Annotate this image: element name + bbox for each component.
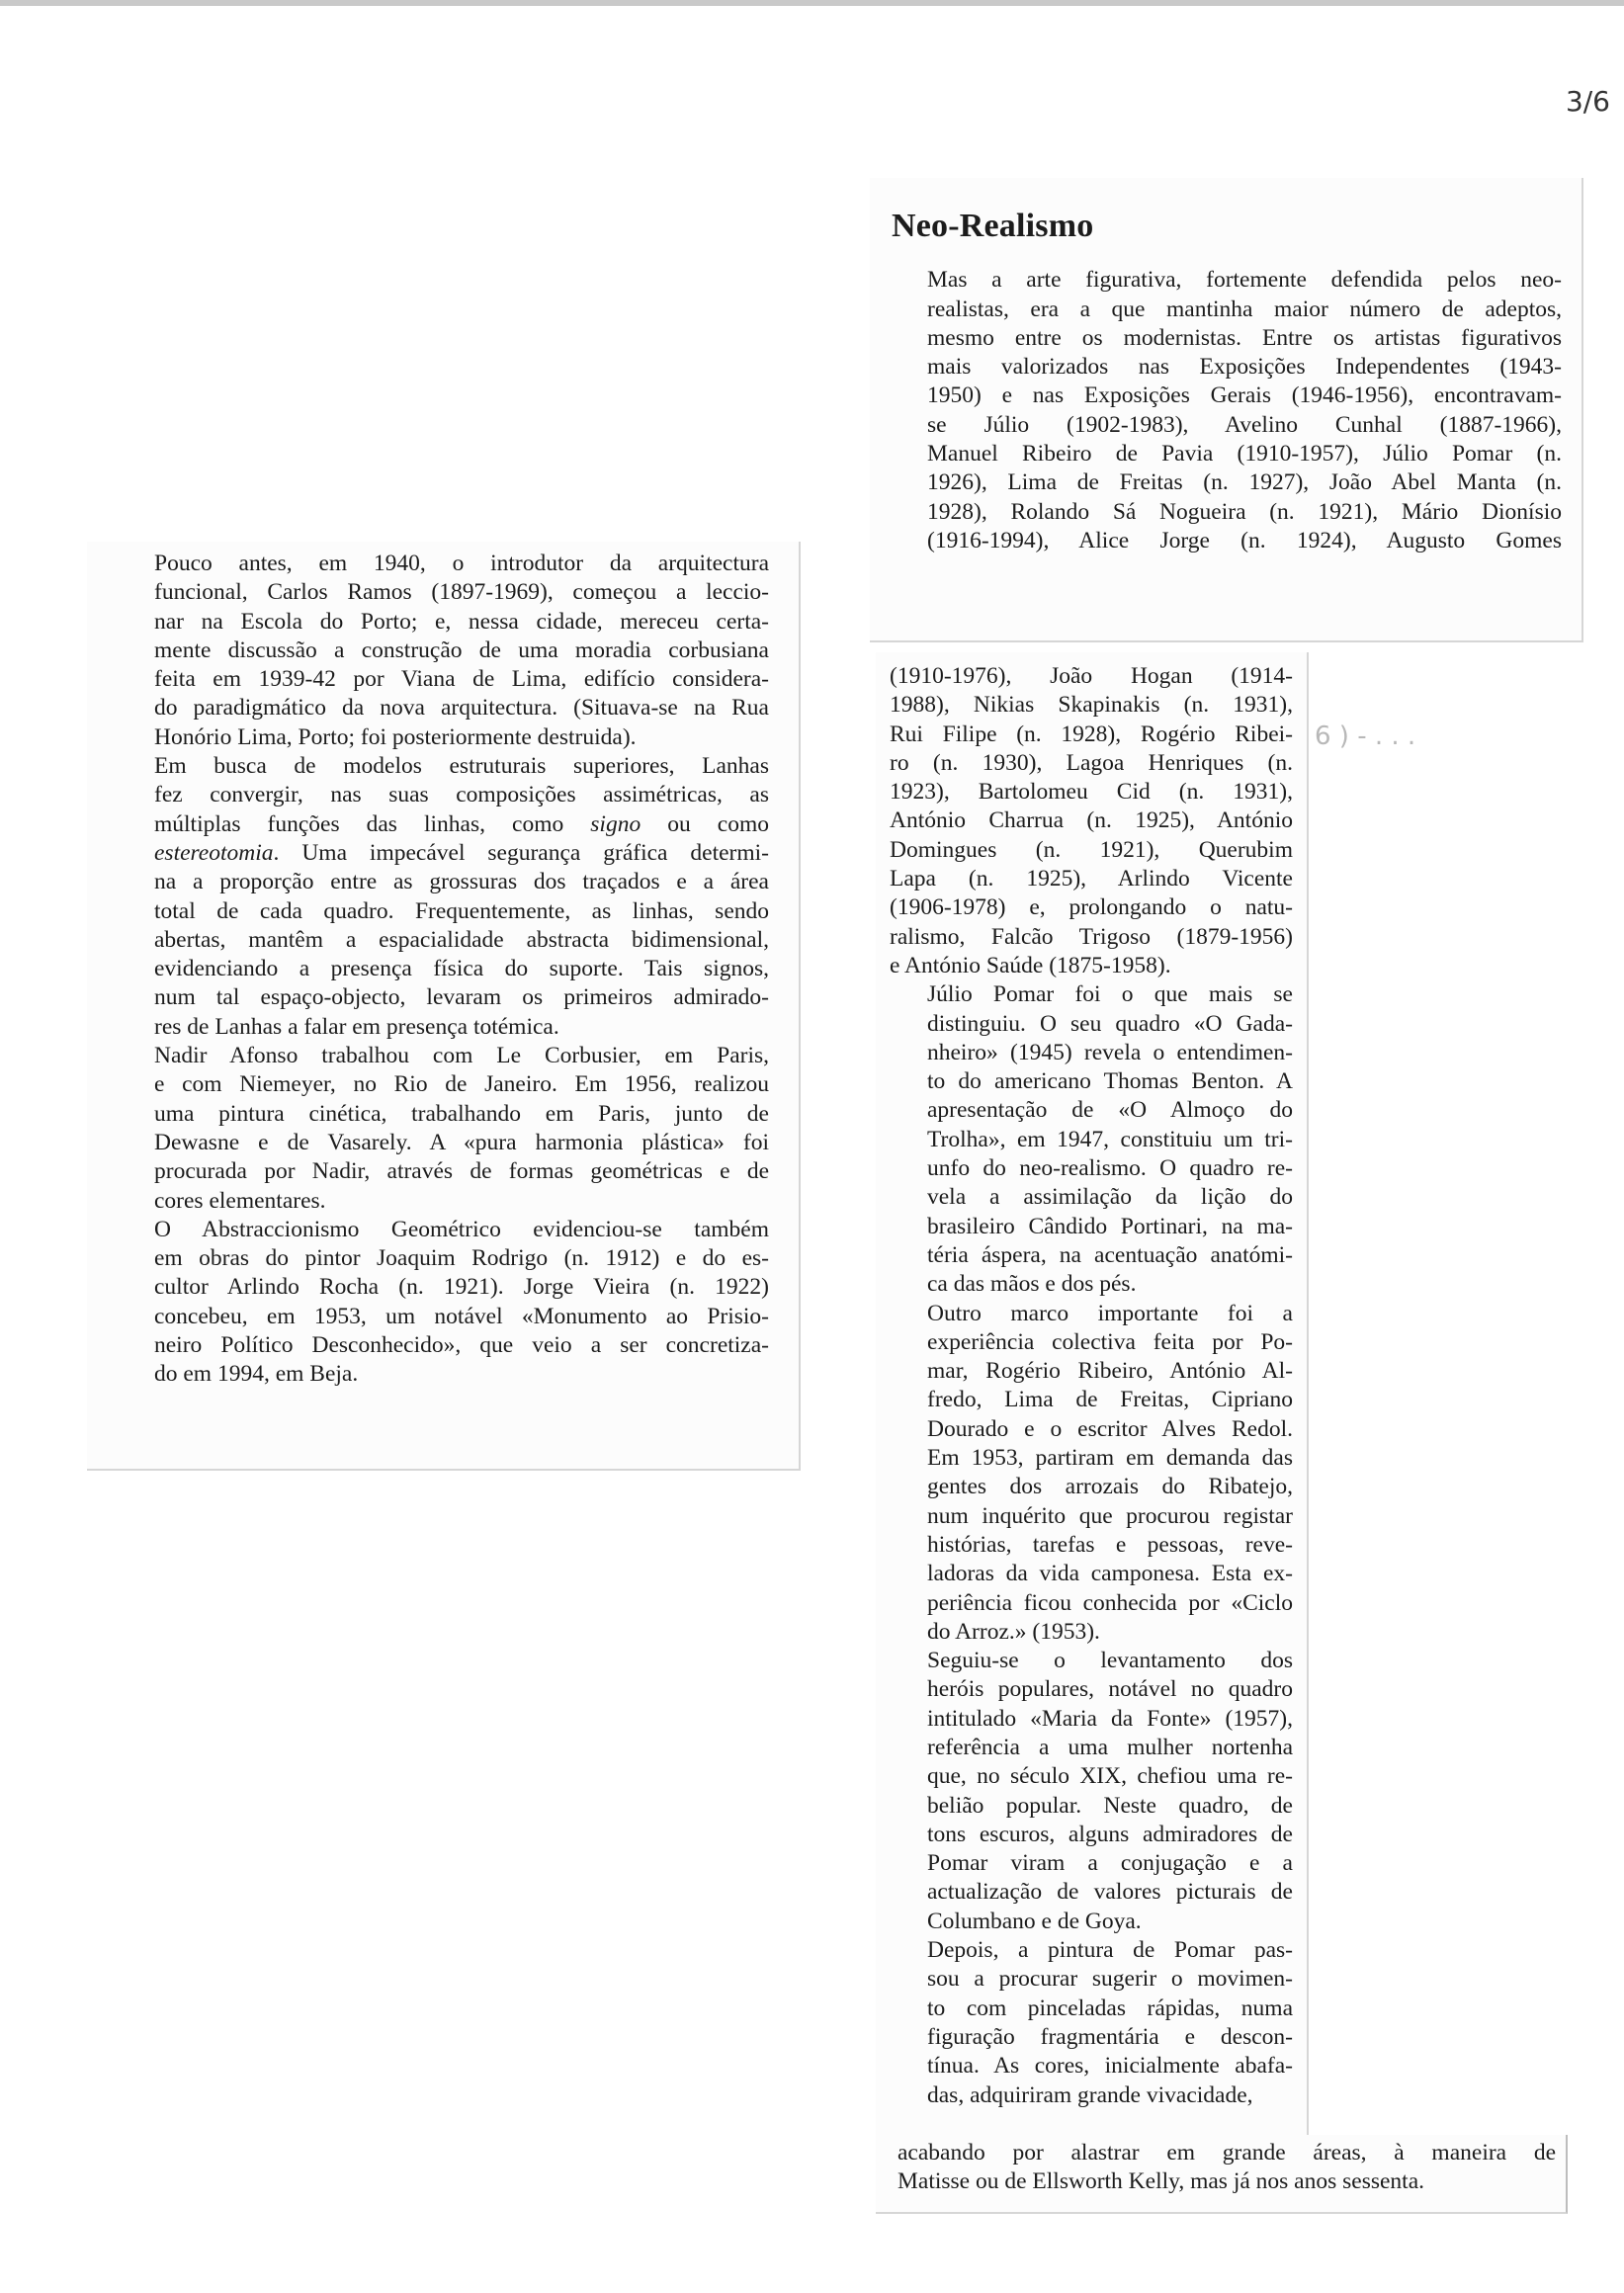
text-line: estereotomia. Uma impecável segurança gráfica determi- (154, 839, 769, 866)
text-line: mais valorizados nas Exposições Independentes (1943- (927, 354, 1562, 381)
text-line: fez convergir, nas suas composições assimétricas, as (154, 782, 769, 808)
text-line: téria áspera, na acentuação anatómi- (927, 1241, 1293, 1268)
text-line: total de cada quadro. Frequentemente, as linhas, sendo (154, 897, 769, 924)
text-line: mar, Rogério Ribeiro, António Al- (927, 1358, 1293, 1385)
text-line: apresentação de «O Almoço do (927, 1097, 1293, 1124)
paragraph-arte-figurativa (890, 266, 1562, 555)
text-line: na a proporção entre as grossuras dos traçados e a área (154, 869, 769, 895)
text-line: concebeu, em 1953, um notável «Monumento ao Prisio- (154, 1303, 769, 1329)
text-line: unfo do neo-realismo. O quadro re- (927, 1155, 1293, 1182)
text-line: Nadir Afonso trabalhou com Le Corbusier, em Paris, (154, 1043, 769, 1069)
text-line: to do americano Thomas Benton. A (927, 1068, 1293, 1095)
paragraph-experiencia-colectiva (890, 1300, 1293, 1648)
left-article-clipping (87, 542, 801, 1471)
text-line: Matisse ou de Ellsworth Kelly, mas já nos anos sessenta. (897, 2168, 1425, 2195)
text-line: funcional, Carlos Ramos (1897-1969), começou a leccio- (154, 579, 769, 606)
text-line: 1923), Bartolomeu Cid (n. 1931), (890, 779, 1293, 806)
paragraph-artist-list (890, 662, 1293, 980)
text-line: brasileiro Cândido Portinari, na ma- (927, 1213, 1293, 1239)
text-line: Trolha», em 1947, constituiu um tri- (927, 1126, 1293, 1152)
text-line: num tal espaço-objecto, levaram os primeiros admirado- (154, 984, 769, 1011)
page-number: 3/6 (1565, 85, 1610, 118)
text-line: ladoras da vida camponesa. Esta ex- (927, 1561, 1293, 1587)
text-line: figuração fragmentária e descon- (927, 2023, 1293, 2050)
text-line: Manuel Ribeiro de Pavia (1910-1957), Júlio Pomar (n. (927, 441, 1562, 467)
text-line: do paradigmático da nova arquitectura. (Situava-se na Rua (154, 695, 769, 722)
text-line: realistas, era a que mantinha maior número de adeptos, (927, 296, 1562, 322)
text-line: intitulado «Maria da Fonte» (1957), (927, 1705, 1293, 1732)
text-line: Em 1953, partiram em demanda das (927, 1445, 1293, 1472)
text-line: tínua. As cores, inicialmente abafa- (927, 2053, 1293, 2080)
text-line: (1906-1978) e, prolongando o natu- (890, 894, 1293, 921)
text-line: em obras do pintor Joaquim Rodrigo (n. 1912) e do es- (154, 1245, 769, 1272)
text-line: vela a assimilação da lição do (927, 1184, 1293, 1211)
text-line: das, adquiriram grande vivacidade, (927, 2081, 1253, 2108)
text-line: se Júlio (1902-1983), Avelino Cunhal (1887-1966), (927, 411, 1562, 438)
text-line: Dourado e o escritor Alves Redol. (927, 1415, 1293, 1442)
text-line: mente discussão a construção de uma moradia corbusiana (154, 637, 769, 663)
text-line: que, no século XIX, chefiou uma re- (927, 1763, 1293, 1790)
text-line: do Arroz.» (1953). (927, 1618, 1100, 1645)
paragraph-lanhas (117, 752, 769, 1042)
text-line: Dewasne e de Vasarely. A «pura harmonia plástica» foi (154, 1129, 769, 1155)
section-title: Neo-Realismo (892, 208, 1094, 244)
text-line: tons escuros, alguns admiradores de (927, 1821, 1293, 1847)
paragraph-arquitectura (117, 550, 769, 752)
text-line: Columbano e de Goya. (927, 1908, 1142, 1934)
text-line: gentes dos arrozais do Ribatejo, (927, 1474, 1293, 1500)
text-line: Rui Filipe (n. 1928), Rogério Ribei- (890, 721, 1293, 747)
text-line: fredo, Lima de Freitas, Cipriano (927, 1387, 1293, 1413)
text-line: acabando por alastrar em grande áreas, à maneira de (897, 2140, 1556, 2166)
text-line: António Charrua (n. 1925), António (890, 807, 1293, 834)
pencil-annotation: 6 ) - . . . (1315, 722, 1416, 751)
text-line: Domingues (n. 1921), Querubim (890, 836, 1293, 863)
text-line: periência ficou conhecida por «Ciclo (927, 1589, 1293, 1616)
text-line: Mas a arte figurativa, fortemente defendida pelos neo- (927, 267, 1562, 294)
text-line: procurada por Nadir, através de formas geométricas e de (154, 1158, 769, 1185)
neo-realismo-tail-clipping (876, 2135, 1568, 2214)
text-line: ralismo, Falcão Trigoso (1879-1956) (890, 923, 1293, 950)
text-line: mesmo entre os modernistas. Entre os artistas figurativos (927, 324, 1562, 351)
text-line: cultor Arlindo Rocha (n. 1921). Jorge Vieira (n. 1922) (154, 1274, 769, 1301)
text-line: Pomar viram a conjugação e a (927, 1850, 1293, 1877)
text-line: do em 1994, em Beja. (154, 1361, 359, 1388)
text-line: Outro marco importante foi a (927, 1300, 1293, 1326)
text-line: Honório Lima, Porto; foi posteriormente destruida). (154, 723, 637, 750)
page-top-edge (0, 0, 1624, 6)
text-line: Júlio Pomar foi o que mais se (927, 981, 1293, 1008)
text-line: múltiplas funções das linhas, como signo ou como (154, 810, 769, 837)
text-line: abertas, mantêm a espacialidade abstracta bidimensional, (154, 926, 769, 953)
text-line: sou a procurar sugerir o movimen- (927, 1966, 1293, 1993)
text-line: Pouco antes, em 1940, o introdutor da arquitectura (154, 551, 769, 576)
text-line: e António Saúde (1875-1958). (890, 952, 1171, 978)
text-line: referência a uma mulher nortenha (927, 1734, 1293, 1760)
text-line: Em busca de modelos estruturais superiores, Lanhas (154, 753, 769, 780)
paragraph-nadir-afonso (117, 1042, 769, 1216)
text-line: cores elementares. (154, 1187, 326, 1214)
neo-realismo-column-clipping (876, 652, 1309, 2140)
neo-realismo-header-clipping (870, 178, 1583, 642)
text-line: (1916-1994), Alice Jorge (n. 1924), Augusto Gomes (927, 527, 1562, 553)
text-line: Lapa (n. 1925), Arlindo Vicente (890, 866, 1293, 892)
text-line: distinguiu. O seu quadro «O Gada- (927, 1010, 1293, 1037)
text-line: ro (n. 1930), Lagoa Henriques (n. (890, 749, 1293, 776)
text-line: (1910-1976), João Hogan (1914- (890, 663, 1293, 689)
text-line: 1926), Lima de Freitas (n. 1927), João Abel Manta (n. (927, 469, 1562, 496)
text-line: Depois, a pintura de Pomar pas- (927, 1937, 1293, 1964)
text-line: belião popular. Neste quadro, de (927, 1792, 1293, 1819)
text-line: feita em 1939-42 por Viana de Lima, edifício considera- (154, 666, 769, 693)
text-line: res de Lanhas a falar em presença totémica. (154, 1013, 559, 1040)
text-line: 1950) e nas Exposições Gerais (1946-1956), encontravam- (927, 382, 1562, 409)
text-line: 1988), Nikias Skapinakis (n. 1931), (890, 692, 1293, 719)
text-line: neiro Político Desconhecido», que veio a ser concretiza- (154, 1332, 769, 1359)
text-line: nheiro» (1945) revela o entendimen- (927, 1039, 1293, 1065)
paragraph-abstraccionismo (117, 1216, 769, 1390)
text-line: e com Niemeyer, no Rio de Janeiro. Em 1956, realizou (154, 1071, 769, 1098)
text-line: O Abstraccionismo Geométrico evidenciou-se também (154, 1216, 769, 1242)
text-line: num inquérito que procurou registar (927, 1502, 1293, 1529)
paragraph-pintura-pomar (890, 1936, 1293, 2110)
text-line: 1928), Rolando Sá Nogueira (n. 1921), Mário Dionísio (927, 498, 1562, 525)
text-line: ca das mãos e dos pés. (927, 1271, 1137, 1298)
paragraph-herois-populares (890, 1647, 1293, 1936)
text-line: experiência colectiva feita por Po- (927, 1328, 1293, 1355)
paragraph-julio-pomar (890, 980, 1293, 1299)
text-line: evidenciando a presença física do suporte. Tais signos, (154, 956, 769, 982)
text-line: heróis populares, notável no quadro (927, 1676, 1293, 1703)
text-line: Seguiu-se o levantamento dos (927, 1648, 1293, 1674)
text-line: histórias, tarefas e pessoas, reve- (927, 1531, 1293, 1558)
text-line: actualização de valores picturais de (927, 1879, 1293, 1906)
text-line: to com pinceladas rápidas, numa (927, 1995, 1293, 2021)
text-line: uma pintura cinética, trabalhando em Paris, junto de (154, 1100, 769, 1127)
text-line: nar na Escola do Porto; e, nessa cidade, mereceu certa- (154, 608, 769, 635)
